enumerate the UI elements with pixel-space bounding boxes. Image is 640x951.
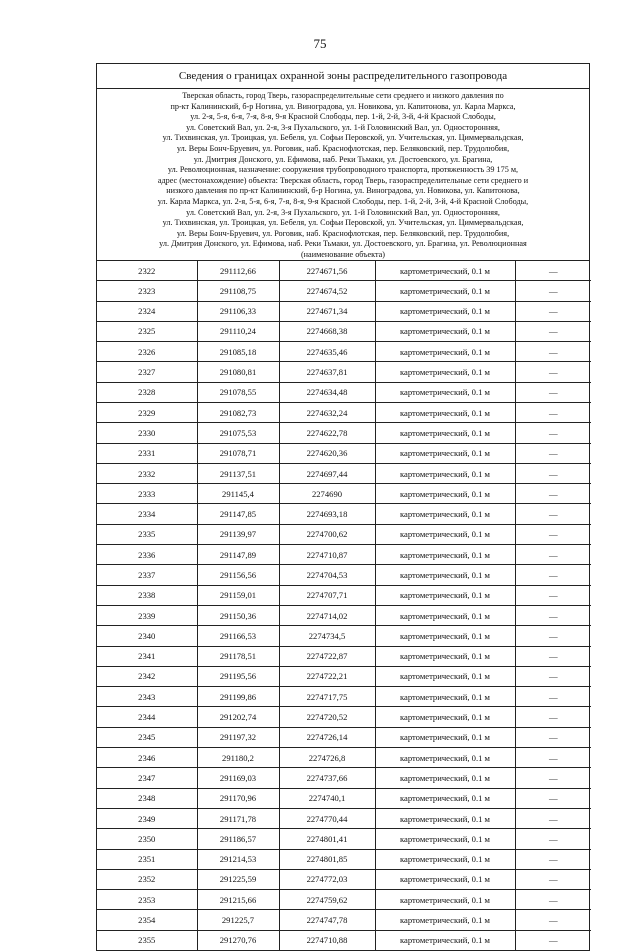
table-row bbox=[97, 261, 591, 281]
coordinate-y-cell: 2274637,81 bbox=[279, 362, 375, 382]
coordinate-y-cell: 2274634,48 bbox=[279, 382, 375, 402]
extra-cell: — bbox=[515, 849, 591, 869]
point-number-cell: 2338 bbox=[97, 585, 197, 605]
coordinate-y-cell: 2274747,78 bbox=[279, 910, 375, 930]
coordinate-x-cell: 291080,81 bbox=[197, 362, 279, 382]
description-line: ул. Революционная, назначение: сооружения трубопроводного транспорта, протяженность 39 175 м, bbox=[167, 165, 519, 175]
description-line: ул. Дмитрия Донского, ул. Ефимова, наб. Реки Тьмаки, ул. Достоевского, ул. Брагина, bbox=[193, 154, 493, 164]
extra-cell: — bbox=[515, 646, 591, 666]
description-line: ул. Дмитрия Донского, ул. Ефимова, наб. Реки Тьмаки, ул. Достоевского, ул. Брагина, ул. Революционная bbox=[159, 239, 527, 249]
coordinate-x-cell: 291108,75 bbox=[197, 281, 279, 301]
point-number-cell: 2354 bbox=[97, 910, 197, 930]
point-number-cell: 2331 bbox=[97, 443, 197, 463]
extra-cell: — bbox=[515, 890, 591, 910]
description-line: ул. Карла Маркса, ул. 2-я, 5-я, 6-я, 7-я, 8-я, 9-я Красной Слободы, пер. 1-й, 2-й, 3-й, 4-й Красной Слободы, bbox=[157, 196, 529, 206]
coordinate-x-cell: 291170,96 bbox=[197, 788, 279, 808]
table-row bbox=[97, 484, 591, 504]
document-title: Сведения о границах охранной зоны распределительного газопровода bbox=[97, 64, 589, 89]
method-cell: картометрический, 0.1 м bbox=[375, 666, 515, 686]
point-number-cell: 2349 bbox=[97, 808, 197, 828]
point-number-cell: 2340 bbox=[97, 626, 197, 646]
coordinate-y-cell: 2274671,34 bbox=[279, 301, 375, 321]
description-line: ул. Тихвинская, ул. Троицкая, ул. Бебеля, ул. Софьи Перовской, ул. Учительская, ул. Циммервальдская, bbox=[162, 218, 524, 228]
table-row bbox=[97, 362, 591, 382]
coordinate-y-cell: 2274622,78 bbox=[279, 423, 375, 443]
extra-cell: — bbox=[515, 301, 591, 321]
coordinate-x-cell: 291078,71 bbox=[197, 443, 279, 463]
method-cell: картометрический, 0.1 м bbox=[375, 545, 515, 565]
extra-cell: — bbox=[515, 382, 591, 402]
method-cell: картометрический, 0.1 м bbox=[375, 626, 515, 646]
point-number-cell: 2327 bbox=[97, 362, 197, 382]
point-number-cell: 2322 bbox=[97, 261, 197, 281]
point-number-cell: 2326 bbox=[97, 342, 197, 362]
coordinate-x-cell: 291199,86 bbox=[197, 687, 279, 707]
coordinate-y-cell: 2274717,75 bbox=[279, 687, 375, 707]
object-description-caption: (наименование объекта) bbox=[97, 250, 589, 261]
description-line: ул. Советский Вал, ул. 2-я, 3-я Пухальского, ул. 1-й Головинский Вал, ул. Односторонняя, bbox=[186, 207, 500, 217]
method-cell: картометрический, 0.1 м bbox=[375, 565, 515, 585]
coordinate-y-cell: 2274674,52 bbox=[279, 281, 375, 301]
coordinate-y-cell: 2274714,02 bbox=[279, 605, 375, 625]
point-number-cell: 2341 bbox=[97, 646, 197, 666]
point-number-cell: 2337 bbox=[97, 565, 197, 585]
coordinate-x-cell: 291078,55 bbox=[197, 382, 279, 402]
coordinate-y-cell: 2274700,62 bbox=[279, 524, 375, 544]
extra-cell: — bbox=[515, 261, 591, 281]
coordinate-x-cell: 291197,32 bbox=[197, 727, 279, 747]
extra-cell: — bbox=[515, 666, 591, 686]
coordinate-x-cell: 291139,97 bbox=[197, 524, 279, 544]
method-cell: картометрический, 0.1 м bbox=[375, 808, 515, 828]
extra-cell: — bbox=[515, 808, 591, 828]
method-cell: картометрический, 0.1 м bbox=[375, 930, 515, 950]
coordinate-y-cell: 2274668,38 bbox=[279, 321, 375, 341]
coordinate-x-cell: 291082,73 bbox=[197, 402, 279, 422]
method-cell: картометрический, 0.1 м bbox=[375, 748, 515, 768]
table-row bbox=[97, 849, 591, 869]
method-cell: картометрический, 0.1 м bbox=[375, 443, 515, 463]
method-cell: картометрический, 0.1 м bbox=[375, 281, 515, 301]
point-number-cell: 2332 bbox=[97, 463, 197, 483]
coordinate-y-cell: 2274722,21 bbox=[279, 666, 375, 686]
method-cell: картометрический, 0.1 м bbox=[375, 402, 515, 422]
table-row bbox=[97, 463, 591, 483]
table-row bbox=[97, 382, 591, 402]
coordinate-x-cell: 291137,51 bbox=[197, 463, 279, 483]
coordinate-x-cell: 291147,89 bbox=[197, 545, 279, 565]
extra-cell: — bbox=[515, 748, 591, 768]
method-cell: картометрический, 0.1 м bbox=[375, 382, 515, 402]
point-number-cell: 2336 bbox=[97, 545, 197, 565]
extra-cell: — bbox=[515, 605, 591, 625]
point-number-cell: 2355 bbox=[97, 930, 197, 950]
method-cell: картометрический, 0.1 м bbox=[375, 910, 515, 930]
table-row bbox=[97, 910, 591, 930]
coordinate-x-cell: 291169,03 bbox=[197, 768, 279, 788]
table-row bbox=[97, 748, 591, 768]
coordinate-x-cell: 291225,7 bbox=[197, 910, 279, 930]
coordinate-y-cell: 2274740,1 bbox=[279, 788, 375, 808]
table-row bbox=[97, 545, 591, 565]
document-frame bbox=[96, 63, 590, 951]
table-row bbox=[97, 605, 591, 625]
coordinate-y-cell: 2274620,36 bbox=[279, 443, 375, 463]
point-number-cell: 2348 bbox=[97, 788, 197, 808]
point-number-cell: 2334 bbox=[97, 504, 197, 524]
boundary-points-table bbox=[97, 261, 591, 950]
extra-cell: — bbox=[515, 342, 591, 362]
coordinate-y-cell: 2274697,44 bbox=[279, 463, 375, 483]
table-row bbox=[97, 788, 591, 808]
extra-cell: — bbox=[515, 402, 591, 422]
point-number-cell: 2342 bbox=[97, 666, 197, 686]
coordinate-y-cell: 2274635,46 bbox=[279, 342, 375, 362]
point-number-cell: 2329 bbox=[97, 402, 197, 422]
description-line: ул. Веры Бонч-Бруевич, ул. Роговик, наб. Краснофлотская, пер. Беляковский, пер. Трудолюбия, bbox=[176, 143, 510, 153]
coordinate-x-cell: 291178,51 bbox=[197, 646, 279, 666]
table-row bbox=[97, 829, 591, 849]
coordinate-x-cell: 291085,18 bbox=[197, 342, 279, 362]
point-number-cell: 2345 bbox=[97, 727, 197, 747]
table-row bbox=[97, 869, 591, 889]
method-cell: картометрический, 0.1 м bbox=[375, 463, 515, 483]
coordinate-x-cell: 291195,56 bbox=[197, 666, 279, 686]
table-row bbox=[97, 727, 591, 747]
method-cell: картометрический, 0.1 м bbox=[375, 768, 515, 788]
description-line: пр-кт Калининский, б-р Ногина, ул. Виноградова, ул. Новикова, ул. Капитонова, ул. Карла Маркса, bbox=[170, 101, 516, 111]
extra-cell: — bbox=[515, 768, 591, 788]
point-number-cell: 2353 bbox=[97, 890, 197, 910]
method-cell: картометрический, 0.1 м bbox=[375, 524, 515, 544]
extra-cell: — bbox=[515, 910, 591, 930]
table-row bbox=[97, 321, 591, 341]
table-row bbox=[97, 768, 591, 788]
extra-cell: — bbox=[515, 362, 591, 382]
extra-cell: — bbox=[515, 504, 591, 524]
table-row bbox=[97, 707, 591, 727]
point-number-cell: 2350 bbox=[97, 829, 197, 849]
object-description bbox=[97, 89, 589, 250]
point-number-cell: 2339 bbox=[97, 605, 197, 625]
coordinate-x-cell: 291215,66 bbox=[197, 890, 279, 910]
table-row bbox=[97, 504, 591, 524]
method-cell: картометрический, 0.1 м bbox=[375, 362, 515, 382]
method-cell: картометрический, 0.1 м bbox=[375, 342, 515, 362]
table-row bbox=[97, 930, 591, 950]
point-number-cell: 2351 bbox=[97, 849, 197, 869]
extra-cell: — bbox=[515, 484, 591, 504]
coordinate-x-cell: 291145,4 bbox=[197, 484, 279, 504]
method-cell: картометрический, 0.1 м bbox=[375, 869, 515, 889]
description-line: Тверская область, город Тверь, газораспределительные сети среднего и низкого давления по bbox=[182, 91, 504, 100]
extra-cell: — bbox=[515, 626, 591, 646]
extra-cell: — bbox=[515, 321, 591, 341]
point-number-cell: 2333 bbox=[97, 484, 197, 504]
method-cell: картометрический, 0.1 м bbox=[375, 727, 515, 747]
coordinate-y-cell: 2274772,03 bbox=[279, 869, 375, 889]
extra-cell: — bbox=[515, 707, 591, 727]
coordinate-x-cell: 291202,74 bbox=[197, 707, 279, 727]
extra-cell: — bbox=[515, 829, 591, 849]
point-number-cell: 2323 bbox=[97, 281, 197, 301]
description-line: ул. Веры Бонч-Бруевич, ул. Роговик, наб. Краснофлотская, пер. Беляковский, пер. Трудолюбия, bbox=[176, 228, 510, 238]
method-cell: картометрический, 0.1 м bbox=[375, 829, 515, 849]
extra-cell: — bbox=[515, 545, 591, 565]
method-cell: картометрический, 0.1 м bbox=[375, 707, 515, 727]
table-row bbox=[97, 281, 591, 301]
extra-cell: — bbox=[515, 585, 591, 605]
method-cell: картометрический, 0.1 м bbox=[375, 261, 515, 281]
method-cell: картометрический, 0.1 м bbox=[375, 321, 515, 341]
coordinate-x-cell: 291110,24 bbox=[197, 321, 279, 341]
extra-cell: — bbox=[515, 565, 591, 585]
extra-cell: — bbox=[515, 930, 591, 950]
point-number-cell: 2324 bbox=[97, 301, 197, 321]
coordinate-y-cell: 2274632,24 bbox=[279, 402, 375, 422]
extra-cell: — bbox=[515, 281, 591, 301]
coordinate-x-cell: 291106,33 bbox=[197, 301, 279, 321]
coordinate-y-cell: 2274801,85 bbox=[279, 849, 375, 869]
page-number: 75 bbox=[313, 36, 327, 51]
coordinate-x-cell: 291159,01 bbox=[197, 585, 279, 605]
method-cell: картометрический, 0.1 м bbox=[375, 423, 515, 443]
coordinate-x-cell: 291171,78 bbox=[197, 808, 279, 828]
coordinate-x-cell: 291180,2 bbox=[197, 748, 279, 768]
method-cell: картометрический, 0.1 м bbox=[375, 605, 515, 625]
coordinate-y-cell: 2274671,56 bbox=[279, 261, 375, 281]
point-number-cell: 2343 bbox=[97, 687, 197, 707]
coordinate-x-cell: 291186,57 bbox=[197, 829, 279, 849]
coordinate-x-cell: 291147,85 bbox=[197, 504, 279, 524]
method-cell: картометрический, 0.1 м bbox=[375, 484, 515, 504]
description-line: ул. Тихвинская, ул. Троицкая, ул. Бебеля, ул. Софьи Перовской, ул. Учительская, ул. Циммервальдская, bbox=[162, 133, 524, 143]
extra-cell: — bbox=[515, 423, 591, 443]
point-number-cell: 2328 bbox=[97, 382, 197, 402]
table-row bbox=[97, 666, 591, 686]
extra-cell: — bbox=[515, 788, 591, 808]
method-cell: картометрический, 0.1 м bbox=[375, 646, 515, 666]
coordinate-y-cell: 2274801,41 bbox=[279, 829, 375, 849]
coordinate-y-cell: 2274707,71 bbox=[279, 585, 375, 605]
point-number-cell: 2344 bbox=[97, 707, 197, 727]
coordinate-x-cell: 291150,36 bbox=[197, 605, 279, 625]
coordinate-y-cell: 2274704,53 bbox=[279, 565, 375, 585]
method-cell: картометрический, 0.1 м bbox=[375, 301, 515, 321]
table-row bbox=[97, 626, 591, 646]
extra-cell: — bbox=[515, 687, 591, 707]
coordinate-x-cell: 291214,53 bbox=[197, 849, 279, 869]
coordinate-y-cell: 2274722,87 bbox=[279, 646, 375, 666]
description-line: низкого давления по пр-кт Калининский, б-р Ногина, ул. Виноградова, ул. Новикова, ул. Капитонова, bbox=[166, 186, 520, 196]
description-line: адрес (местонахождение) объекта: Тверская область, город Тверь, газораспределительные сети среднего и bbox=[157, 175, 529, 185]
method-cell: картометрический, 0.1 м bbox=[375, 890, 515, 910]
coordinate-x-cell: 291166,53 bbox=[197, 626, 279, 646]
point-number-cell: 2325 bbox=[97, 321, 197, 341]
point-number-cell: 2352 bbox=[97, 869, 197, 889]
table-row bbox=[97, 565, 591, 585]
extra-cell: — bbox=[515, 524, 591, 544]
coordinate-x-cell: 291075,53 bbox=[197, 423, 279, 443]
extra-cell: — bbox=[515, 463, 591, 483]
coordinate-y-cell: 2274690 bbox=[279, 484, 375, 504]
coordinate-y-cell: 2274726,14 bbox=[279, 727, 375, 747]
point-number-cell: 2347 bbox=[97, 768, 197, 788]
extra-cell: — bbox=[515, 727, 591, 747]
table-row bbox=[97, 890, 591, 910]
coordinate-y-cell: 2274737,66 bbox=[279, 768, 375, 788]
coordinate-x-cell: 291270,76 bbox=[197, 930, 279, 950]
coordinate-y-cell: 2274720,52 bbox=[279, 707, 375, 727]
table-row bbox=[97, 585, 591, 605]
point-number-cell: 2335 bbox=[97, 524, 197, 544]
coordinate-x-cell: 291112,66 bbox=[197, 261, 279, 281]
table-row bbox=[97, 402, 591, 422]
coordinate-y-cell: 2274710,88 bbox=[279, 930, 375, 950]
coordinate-y-cell: 2274770,44 bbox=[279, 808, 375, 828]
coordinate-y-cell: 2274726,8 bbox=[279, 748, 375, 768]
point-number-cell: 2346 bbox=[97, 748, 197, 768]
method-cell: картометрический, 0.1 м bbox=[375, 788, 515, 808]
table-row bbox=[97, 443, 591, 463]
coordinate-y-cell: 2274693,18 bbox=[279, 504, 375, 524]
table-row bbox=[97, 687, 591, 707]
method-cell: картометрический, 0.1 м bbox=[375, 687, 515, 707]
table-row bbox=[97, 646, 591, 666]
method-cell: картометрический, 0.1 м bbox=[375, 504, 515, 524]
coordinate-y-cell: 2274710,87 bbox=[279, 545, 375, 565]
table-row bbox=[97, 524, 591, 544]
method-cell: картометрический, 0.1 м bbox=[375, 585, 515, 605]
coordinate-x-cell: 291156,56 bbox=[197, 565, 279, 585]
table-row bbox=[97, 808, 591, 828]
extra-cell: — bbox=[515, 869, 591, 889]
table-row bbox=[97, 301, 591, 321]
point-number-cell: 2330 bbox=[97, 423, 197, 443]
table-row bbox=[97, 423, 591, 443]
table-row bbox=[97, 342, 591, 362]
description-line: ул. 2-я, 5-я, 6-я, 7-я, 8-я, 9-я Красной Слободы, пер. 1-й, 2-й, 3-й, 4-й Красной Слободы, bbox=[190, 112, 496, 122]
method-cell: картометрический, 0.1 м bbox=[375, 849, 515, 869]
coordinate-x-cell: 291225,59 bbox=[197, 869, 279, 889]
coordinate-y-cell: 2274759,62 bbox=[279, 890, 375, 910]
coordinate-y-cell: 2274734,5 bbox=[279, 626, 375, 646]
extra-cell: — bbox=[515, 443, 591, 463]
description-line: ул. Советский Вал, ул. 2-я, 3-я Пухальского, ул. 1-й Головинский Вал, ул. Односторонняя, bbox=[186, 122, 500, 132]
